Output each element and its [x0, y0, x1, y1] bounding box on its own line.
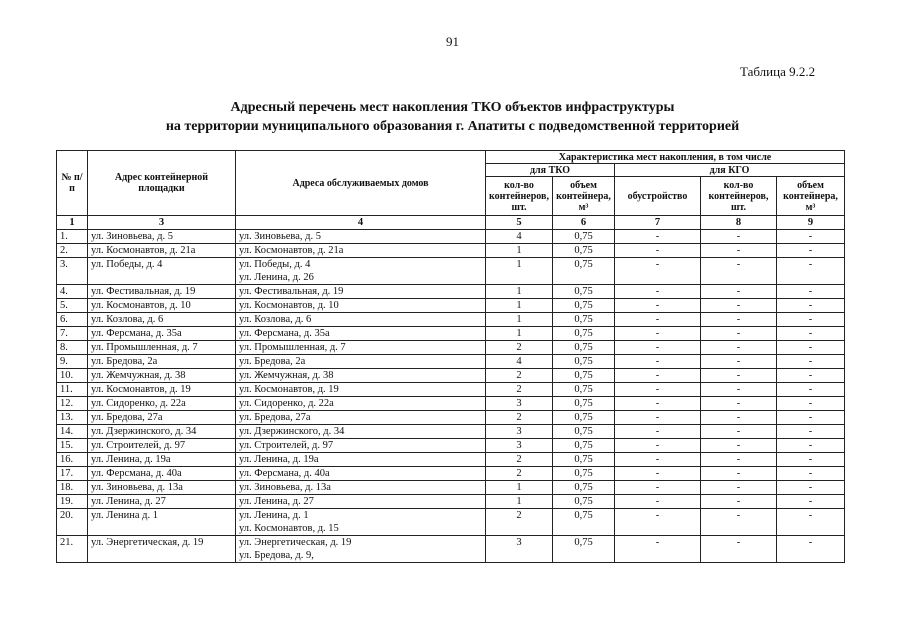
served-house: ул. Космонавтов, д. 15	[239, 523, 339, 534]
row-number: 20.	[57, 509, 88, 536]
document-title	[0, 98, 905, 136]
column-index: 1	[57, 216, 88, 230]
kgo-container-count: -	[701, 425, 777, 439]
row-number: 4.	[57, 285, 88, 299]
table-row	[57, 369, 845, 383]
served-houses	[236, 536, 486, 563]
table-row	[57, 327, 845, 341]
site-address: ул. Строителей, д. 97	[88, 439, 236, 453]
column-index: 9	[777, 216, 845, 230]
site-address: ул. Космонавтов, д. 21а	[88, 244, 236, 258]
kgo-container-volume: -	[777, 439, 845, 453]
table-row	[57, 536, 845, 563]
row-number: 13.	[57, 411, 88, 425]
site-address: ул. Козлова, д. 6	[88, 313, 236, 327]
tko-container-volume: 0,75	[553, 258, 615, 285]
tko-container-volume: 0,75	[553, 481, 615, 495]
row-number: 11.	[57, 383, 88, 397]
kgo-container-count: -	[701, 397, 777, 411]
table-row	[57, 453, 845, 467]
header-site-address: Адрес контейнерной площадки	[88, 151, 236, 216]
kgo-arrangement: -	[615, 481, 701, 495]
site-address: ул. Бредова, 2а	[88, 355, 236, 369]
kgo-container-count: -	[701, 467, 777, 481]
tko-container-volume: 0,75	[553, 495, 615, 509]
kgo-container-volume: -	[777, 453, 845, 467]
column-index: 4	[236, 216, 486, 230]
served-houses	[236, 397, 486, 411]
tko-container-volume: 0,75	[553, 467, 615, 481]
kgo-container-count: -	[701, 327, 777, 341]
served-house: ул. Дзержинского, д. 34	[239, 426, 345, 437]
served-house: ул. Промышленная, д. 7	[239, 342, 346, 353]
row-number: 6.	[57, 313, 88, 327]
row-number: 16.	[57, 453, 88, 467]
site-address: ул. Победы, д. 4	[88, 258, 236, 285]
kgo-container-count: -	[701, 258, 777, 285]
row-number: 14.	[57, 425, 88, 439]
served-house: ул. Ленина, д. 26	[239, 272, 314, 283]
column-index: 7	[615, 216, 701, 230]
served-house: ул. Бредова, 27а	[239, 412, 311, 423]
row-number: 15.	[57, 439, 88, 453]
kgo-container-count: -	[701, 481, 777, 495]
kgo-container-volume: -	[777, 397, 845, 411]
kgo-arrangement: -	[615, 536, 701, 563]
served-house: ул. Сидоренко, д. 22а	[239, 398, 334, 409]
kgo-container-volume: -	[777, 258, 845, 285]
kgo-container-count: -	[701, 299, 777, 313]
tko-container-volume: 0,75	[553, 230, 615, 244]
tko-container-count: 1	[486, 258, 553, 285]
site-address: ул. Ленина д. 1	[88, 509, 236, 536]
table-label: Таблица 9.2.2	[740, 64, 816, 79]
kgo-arrangement: -	[615, 495, 701, 509]
kgo-arrangement: -	[615, 244, 701, 258]
kgo-arrangement: -	[615, 411, 701, 425]
served-house: ул. Ферсмана, д. 35а	[239, 328, 330, 339]
table-row	[57, 411, 845, 425]
served-houses	[236, 285, 486, 299]
header-kgo-arrangement: обустройство	[615, 177, 701, 216]
kgo-container-volume: -	[777, 313, 845, 327]
tko-container-count: 3	[486, 439, 553, 453]
tko-container-count: 4	[486, 230, 553, 244]
tko-container-volume: 0,75	[553, 285, 615, 299]
table-row	[57, 495, 845, 509]
tko-container-volume: 0,75	[553, 509, 615, 536]
row-number: 17.	[57, 467, 88, 481]
served-houses	[236, 411, 486, 425]
kgo-container-volume: -	[777, 299, 845, 313]
kgo-container-volume: -	[777, 341, 845, 355]
served-houses	[236, 481, 486, 495]
tko-container-count: 1	[486, 481, 553, 495]
tko-container-count: 2	[486, 341, 553, 355]
site-address: ул. Зиновьева, д. 5	[88, 230, 236, 244]
kgo-container-count: -	[701, 230, 777, 244]
kgo-container-count: -	[701, 341, 777, 355]
header-kgo-volume: объем контейнера, м³	[777, 177, 845, 216]
served-house: ул. Космонавтов, д. 10	[239, 300, 339, 311]
kgo-arrangement: -	[615, 397, 701, 411]
kgo-container-volume: -	[777, 425, 845, 439]
kgo-arrangement: -	[615, 453, 701, 467]
site-address: ул. Промышленная, д. 7	[88, 341, 236, 355]
tko-container-volume: 0,75	[553, 244, 615, 258]
header-kgo-count: кол-во контейнеров, шт.	[701, 177, 777, 216]
served-house: ул. Победы, д. 4	[239, 259, 311, 270]
site-address: ул. Космонавтов, д. 19	[88, 383, 236, 397]
title-line-1: Адресный перечень мест накопления ТКО объектов инфраструктуры	[230, 100, 675, 115]
tko-container-count: 2	[486, 467, 553, 481]
tko-container-volume: 0,75	[553, 369, 615, 383]
tko-container-volume: 0,75	[553, 341, 615, 355]
served-house: ул. Космонавтов, д. 21а	[239, 245, 344, 256]
served-house: ул. Строителей, д. 97	[239, 440, 334, 451]
kgo-container-volume: -	[777, 383, 845, 397]
tko-container-count: 3	[486, 536, 553, 563]
tko-container-volume: 0,75	[553, 397, 615, 411]
tko-container-count: 1	[486, 327, 553, 341]
tko-container-count: 2	[486, 453, 553, 467]
kgo-container-volume: -	[777, 411, 845, 425]
row-number: 8.	[57, 341, 88, 355]
row-number: 10.	[57, 369, 88, 383]
served-houses	[236, 313, 486, 327]
tko-container-volume: 0,75	[553, 327, 615, 341]
served-house: ул. Фестивальная, д. 19	[239, 286, 344, 297]
site-address: ул. Ферсмана, д. 35а	[88, 327, 236, 341]
site-address: ул. Дзержинского, д. 34	[88, 425, 236, 439]
table-row	[57, 341, 845, 355]
served-house: ул. Бредова, д. 9,	[239, 550, 314, 561]
row-number: 7.	[57, 327, 88, 341]
served-houses	[236, 439, 486, 453]
served-house: ул. Зиновьева, д. 13а	[239, 482, 331, 493]
kgo-arrangement: -	[615, 439, 701, 453]
served-house: ул. Космонавтов, д. 19	[239, 384, 339, 395]
site-address: ул. Зиновьева, д. 13а	[88, 481, 236, 495]
tko-container-count: 4	[486, 355, 553, 369]
row-number: 18.	[57, 481, 88, 495]
table-row	[57, 467, 845, 481]
tko-container-volume: 0,75	[553, 453, 615, 467]
table-row	[57, 299, 845, 313]
kgo-arrangement: -	[615, 369, 701, 383]
kgo-container-volume: -	[777, 355, 845, 369]
header-characteristics: Характеристика мест накопления, в том числе	[486, 151, 845, 164]
served-houses	[236, 453, 486, 467]
column-index: 8	[701, 216, 777, 230]
served-houses	[236, 230, 486, 244]
table-row	[57, 285, 845, 299]
table-row	[57, 313, 845, 327]
served-house: ул. Ферсмана, д. 40а	[239, 468, 330, 479]
header-num: № п/п	[57, 151, 88, 216]
row-number: 21.	[57, 536, 88, 563]
served-houses	[236, 355, 486, 369]
column-index: 3	[88, 216, 236, 230]
table-row	[57, 383, 845, 397]
site-address: ул. Бредова, 27а	[88, 411, 236, 425]
served-houses	[236, 383, 486, 397]
site-address: ул. Жемчужная, д. 38	[88, 369, 236, 383]
row-number: 2.	[57, 244, 88, 258]
table-row	[57, 397, 845, 411]
kgo-arrangement: -	[615, 327, 701, 341]
served-house: ул. Энергетическая, д. 19	[239, 537, 352, 548]
tko-container-count: 1	[486, 313, 553, 327]
row-number: 19.	[57, 495, 88, 509]
header-tko-volume: объем контейнера, м³	[553, 177, 615, 216]
served-houses	[236, 258, 486, 285]
tko-container-count: 2	[486, 383, 553, 397]
kgo-container-volume: -	[777, 230, 845, 244]
kgo-container-count: -	[701, 313, 777, 327]
tko-container-volume: 0,75	[553, 536, 615, 563]
header-tko: для ТКО	[486, 164, 615, 177]
table-row	[57, 439, 845, 453]
row-number: 3.	[57, 258, 88, 285]
kgo-arrangement: -	[615, 383, 701, 397]
kgo-container-count: -	[701, 439, 777, 453]
page-number: 91	[446, 34, 459, 49]
served-house: ул. Ленина, д. 1	[239, 510, 309, 521]
kgo-container-volume: -	[777, 495, 845, 509]
served-houses	[236, 299, 486, 313]
kgo-container-count: -	[701, 453, 777, 467]
title-line-2: на территории муниципального образования г. Апатиты с подведомственной территорией	[165, 119, 740, 134]
served-house: ул. Бредова, 2а	[239, 356, 306, 367]
served-houses	[236, 425, 486, 439]
kgo-arrangement: -	[615, 285, 701, 299]
site-address: ул. Энергетическая, д. 19	[88, 536, 236, 563]
kgo-container-volume: -	[777, 285, 845, 299]
tko-container-count: 3	[486, 397, 553, 411]
tko-container-count: 2	[486, 509, 553, 536]
kgo-container-count: -	[701, 536, 777, 563]
column-index-row	[57, 216, 845, 230]
column-index: 5	[486, 216, 553, 230]
served-houses	[236, 244, 486, 258]
served-house: ул. Зиновьева, д. 5	[239, 231, 322, 242]
site-address: ул. Ферсмана, д. 40а	[88, 467, 236, 481]
table-row	[57, 230, 845, 244]
tko-container-count: 2	[486, 369, 553, 383]
served-houses	[236, 509, 486, 536]
served-houses	[236, 341, 486, 355]
tko-container-count: 1	[486, 495, 553, 509]
header-served-houses: Адреса обслуживаемых домов	[236, 151, 486, 216]
kgo-arrangement: -	[615, 230, 701, 244]
row-number: 9.	[57, 355, 88, 369]
kgo-container-volume: -	[777, 509, 845, 536]
served-houses	[236, 467, 486, 481]
site-address: ул. Фестивальная, д. 19	[88, 285, 236, 299]
tko-container-volume: 0,75	[553, 411, 615, 425]
tko-container-volume: 0,75	[553, 383, 615, 397]
served-house: ул. Жемчужная, д. 38	[239, 370, 334, 381]
tko-container-volume: 0,75	[553, 299, 615, 313]
kgo-arrangement: -	[615, 313, 701, 327]
kgo-container-volume: -	[777, 244, 845, 258]
kgo-container-count: -	[701, 285, 777, 299]
served-house: ул. Ленина, д. 19а	[239, 454, 319, 465]
kgo-container-count: -	[701, 495, 777, 509]
kgo-container-volume: -	[777, 467, 845, 481]
kgo-arrangement: -	[615, 467, 701, 481]
row-number: 12.	[57, 397, 88, 411]
tko-container-volume: 0,75	[553, 425, 615, 439]
tko-container-volume: 0,75	[553, 439, 615, 453]
kgo-container-volume: -	[777, 369, 845, 383]
kgo-container-count: -	[701, 244, 777, 258]
column-index: 6	[553, 216, 615, 230]
kgo-container-count: -	[701, 355, 777, 369]
tko-container-volume: 0,75	[553, 313, 615, 327]
waste-sites-table	[56, 150, 845, 563]
table-row	[57, 481, 845, 495]
kgo-container-count: -	[701, 369, 777, 383]
kgo-arrangement: -	[615, 355, 701, 369]
kgo-container-count: -	[701, 411, 777, 425]
served-house: ул. Козлова, д. 6	[239, 314, 312, 325]
tko-container-count: 1	[486, 285, 553, 299]
kgo-arrangement: -	[615, 258, 701, 285]
header-tko-count: кол-во контейнеров, шт.	[486, 177, 553, 216]
served-house: ул. Ленина, д. 27	[239, 496, 314, 507]
kgo-container-count: -	[701, 383, 777, 397]
kgo-container-count: -	[701, 509, 777, 536]
kgo-container-volume: -	[777, 481, 845, 495]
served-houses	[236, 495, 486, 509]
tko-container-count: 1	[486, 244, 553, 258]
row-number: 1.	[57, 230, 88, 244]
tko-container-volume: 0,75	[553, 355, 615, 369]
table-row	[57, 244, 845, 258]
tko-container-count: 1	[486, 299, 553, 313]
served-houses	[236, 327, 486, 341]
kgo-arrangement: -	[615, 341, 701, 355]
site-address: ул. Сидоренко, д. 22а	[88, 397, 236, 411]
table-row	[57, 258, 845, 285]
tko-container-count: 3	[486, 425, 553, 439]
site-address: ул. Ленина, д. 19а	[88, 453, 236, 467]
header-kgo: для КГО	[615, 164, 845, 177]
table-row	[57, 509, 845, 536]
kgo-container-volume: -	[777, 327, 845, 341]
kgo-arrangement: -	[615, 299, 701, 313]
kgo-container-volume: -	[777, 536, 845, 563]
row-number: 5.	[57, 299, 88, 313]
kgo-arrangement: -	[615, 425, 701, 439]
tko-container-count: 2	[486, 411, 553, 425]
served-houses	[236, 369, 486, 383]
table-row	[57, 425, 845, 439]
site-address: ул. Ленина, д. 27	[88, 495, 236, 509]
kgo-arrangement: -	[615, 509, 701, 536]
table-row	[57, 355, 845, 369]
site-address: ул. Космонавтов, д. 10	[88, 299, 236, 313]
